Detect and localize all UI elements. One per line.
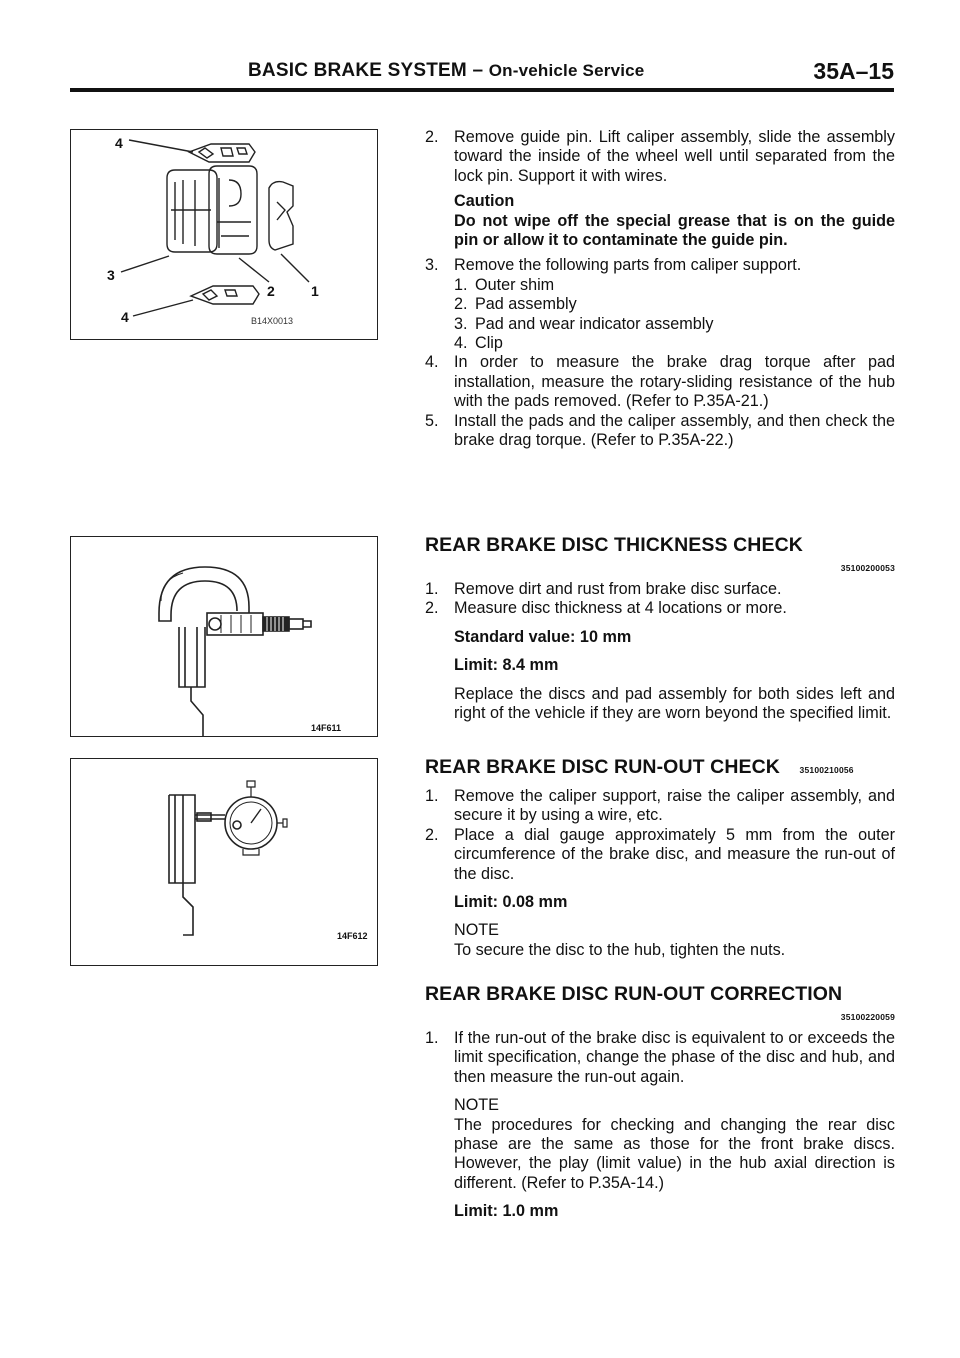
header-title <box>248 60 644 82</box>
caution-label: Caution <box>454 192 515 211</box>
part-name: Outer shim <box>475 275 555 294</box>
correction-steps <box>425 1029 895 1222</box>
thickness-step-2 <box>425 599 895 618</box>
part-item <box>425 315 895 334</box>
figure-code-3: 14F612 <box>337 931 368 941</box>
thickness-steps <box>425 580 895 723</box>
page-number: 35A–15 <box>813 58 894 84</box>
section-name: BASIC BRAKE SYSTEM <box>248 60 467 81</box>
step-number: 2. <box>425 128 439 146</box>
thickness-title: REAR BRAKE DISC THICKNESS CHECK <box>425 534 803 556</box>
figure-caliper-parts <box>70 129 378 340</box>
part-number: 2. <box>454 295 468 314</box>
section-subtitle: On-vehicle Service <box>488 61 645 80</box>
step-text: In order to measure the brake drag torque after pad installation, measure the rotary-sliding resistance of the hub with the pads removed. (Refer to P.35A-21.) <box>454 353 895 411</box>
step-number: 4. <box>425 353 439 372</box>
step-text: Remove the following parts from caliper support. <box>454 256 802 275</box>
step-number: 2. <box>425 599 439 618</box>
correction-step-1 <box>425 1029 895 1087</box>
callout-3: 3 <box>107 267 115 283</box>
step-number: 5. <box>425 411 439 430</box>
step-number: 1. <box>425 580 439 598</box>
step-number: 2. <box>425 825 439 844</box>
page-header <box>70 58 894 88</box>
header-dash: – <box>472 60 484 81</box>
step-number: 1. <box>425 1029 439 1047</box>
removal-step-4 <box>425 353 895 411</box>
callout-2: 2 <box>267 283 275 299</box>
part-item <box>425 276 895 295</box>
correction-note: The procedures for checking and changing the rear disc phase are the same as those for the front brake discs. However, the play (limit value) in the hub axial direction is different. (Refer to P.35A-14.) <box>454 1115 895 1192</box>
step-number: 3. <box>425 256 439 275</box>
caliper-parts-illustration <box>71 130 377 339</box>
figure-dial-gauge <box>70 758 378 966</box>
runout-title-text: REAR BRAKE DISC RUN-OUT CHECK <box>425 756 780 778</box>
step-text: Measure disc thickness at 4 locations or more. <box>454 599 787 618</box>
step-text: Remove guide pin. Lift caliper assembly, slide the assembly toward the inside of the wheel well until separated from the lock pin. Support it with wires. <box>454 128 895 185</box>
runout-limit: Limit: 0.08 mm <box>454 893 568 912</box>
part-name: Pad and wear indicator assembly <box>475 314 714 333</box>
thickness-note: Replace the discs and pad assembly for both sides left and right of the vehicle if they are worn beyond the specified limit. <box>454 684 895 723</box>
part-number: 1. <box>454 275 468 294</box>
runout-note: To secure the disc to the hub, tighten the nuts. <box>454 940 786 959</box>
part-name: Pad assembly <box>475 295 577 314</box>
correction-note-label: NOTE <box>454 1096 499 1115</box>
correction-title: REAR BRAKE DISC RUN-OUT CORRECTION <box>425 983 843 1005</box>
removal-step-3 <box>425 256 895 275</box>
callout-1: 1 <box>311 283 319 299</box>
part-item <box>425 295 895 314</box>
figure-code-2: 14F611 <box>311 723 342 733</box>
header-rule <box>70 88 894 92</box>
removal-steps <box>425 128 895 451</box>
figure-code-1: B14X0013 <box>251 316 294 326</box>
figure-micrometer <box>70 536 378 737</box>
part-name: Clip <box>475 334 503 353</box>
runout-step-2 <box>425 826 895 884</box>
thickness-step-1 <box>425 580 895 599</box>
part-number: 3. <box>454 314 468 333</box>
removal-step-2 <box>425 128 895 186</box>
step-text: Remove the caliper support, raise the caliper assembly, and secure it by using a wire, etc. <box>454 787 895 825</box>
micrometer-illustration <box>71 537 377 736</box>
correction-limit: Limit: 1.0 mm <box>454 1202 559 1221</box>
callout-4-bottom: 4 <box>121 309 129 325</box>
runout-code: 35100210056 <box>799 765 854 775</box>
part-number: 4. <box>454 334 468 353</box>
step-text: Install the pads and the caliper assembly, and then check the brake drag torque. (Refer to P.35A-22.) <box>454 411 895 450</box>
thickness-code: 35100200053 <box>840 563 895 573</box>
removal-step-5 <box>425 412 895 451</box>
runout-note-label: NOTE <box>454 921 499 940</box>
step-text: If the run-out of the brake disc is equivalent to or exceeds the limit specification, change the phase of the disc and hub, and then measure the run-out again. <box>454 1029 895 1086</box>
part-item <box>425 334 895 353</box>
standard-value: Standard value: 10 mm <box>454 627 632 646</box>
dial-gauge-illustration <box>71 759 377 965</box>
runout-steps <box>425 787 895 960</box>
step-text: Place a dial gauge approximately 5 mm from the outer circumference of the brake disc, and measure the run-out of the disc. <box>454 825 895 883</box>
runout-title <box>425 756 854 779</box>
thickness-limit: Limit: 8.4 mm <box>454 656 559 675</box>
correction-code: 35100220059 <box>840 1012 895 1022</box>
runout-step-1 <box>425 787 895 826</box>
caution-text: Do not wipe off the special grease that is on the guide pin or allow it to contaminate the guide pin. <box>454 211 895 250</box>
step-text: Remove dirt and rust from brake disc surface. <box>454 580 782 598</box>
callout-4-top: 4 <box>115 135 123 151</box>
step-number: 1. <box>425 787 439 805</box>
